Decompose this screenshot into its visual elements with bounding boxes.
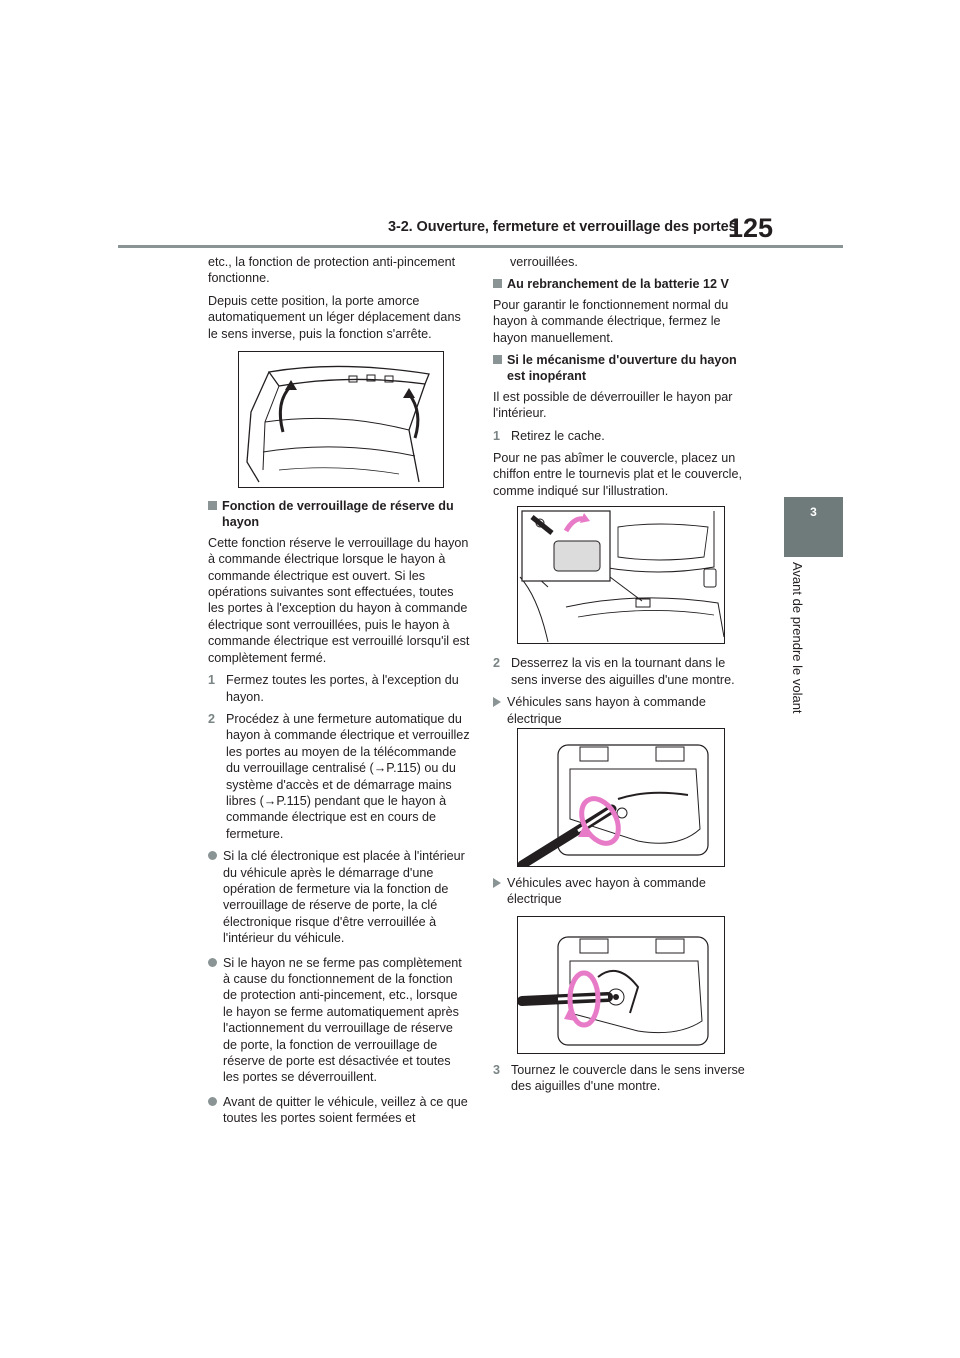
chapter-tab-number: 3 [784,497,843,557]
section-title: 3-2. Ouverture, fermeture et verrouillage des portes [388,219,737,235]
square-bullet-icon [208,501,217,510]
section-heading [208,498,470,531]
heading-text: Fonction de verrouillage de réserve du hayon [222,499,454,530]
bullet-text: Si le hayon ne se ferme pas complètement à cause du fonctionnement de la fonction de protection anti-pincement, etc., lorsque le hayon se ferme automatiquement après l'actionnement du verrouillage de réserve de porte, la fonction de verrouillage de réserve de porte est désactivée et toutes les portes se déverrouillent. [223,955,462,1085]
section-heading [493,352,749,385]
header-divider [118,245,843,248]
paragraph: Pour garantir le fonctionnement normal du hayon à commande électrique, fermez le hayon manuellement. [493,297,729,345]
loosen-screw-illustration-b [517,916,725,1054]
step-number: 2 [208,711,216,726]
bullet-text: Avant de quitter le véhicule, veillez à ce que toutes les portes soient fermées et [223,1094,468,1126]
step-item [208,672,470,705]
square-bullet-icon [493,279,502,288]
heading-text: Au rebranchement de la batterie 12 V [507,277,729,292]
variant-text: Véhicules sans hayon à commande électrique [507,695,706,726]
paragraph: verrouillées. [510,255,578,269]
step-text: Fermez toutes les portes, à l'exception du hayon. [226,673,459,704]
square-bullet-icon [493,355,502,364]
step-text: Procédez à une fermeture automatique du hayon à commande électrique et verrouillez les portes au moyen de la télécommande du verrouillage centralisé (→P.115) ou du système d'accès et de démarrage mains libres (→P.115) pendant que le hayon à commande électrique est en cours de fermeture. [226,711,470,841]
remove-cover-illustration [517,506,725,644]
paragraph: Pour ne pas abîmer le couvercle, placez un chiffon entre le tournevis plat et le couvercle, comme indiqué sur l'illustration. [493,451,742,498]
triangle-bullet-icon [493,697,501,707]
heading-text: Si le mécanisme d'ouverture du hayon est inopérant [507,353,737,384]
step-text: Retirez le cache. [511,428,605,443]
tailgate-open-illustration [238,351,444,488]
step-item [493,1062,749,1095]
step-item [493,428,749,444]
variant-text: Véhicules avec hayon à commande électrique [507,875,706,907]
step-item [208,711,470,842]
bullet-item [208,1094,470,1127]
circle-bullet-icon [208,1097,217,1106]
triangle-bullet-icon [493,878,501,888]
variant-item [493,875,749,908]
section-heading [493,276,749,292]
bullet-item [208,848,470,946]
variant-item [493,694,749,727]
step-number: 3 [493,1062,501,1077]
step-text: Desserrez la vis en la tournant dans le sens inverse des aiguilles d'une montre. [511,656,735,687]
paragraph: etc., la fonction de protection anti-pincement fonctionne. [208,255,456,286]
circle-bullet-icon [208,851,217,860]
page-number: 125 [728,213,774,243]
bullet-text: Si la clé électronique est placée à l'intérieur du véhicule après le démarrage d'une opération de fermeture via la fonction de verrouillage de réserve de porte, la clé électronique risque d'être verrouillée à l'intérieur du véhicule. [223,849,465,946]
loosen-screw-illustration-a [517,728,725,867]
step-text: Tournez le couvercle dans le sens inverse des aiguilles d'une montre. [511,1062,745,1094]
circle-bullet-icon [208,958,217,967]
step-number: 1 [208,673,216,688]
paragraph: Il est possible de déverrouiller le hayon par l'intérieur. [493,389,733,421]
step-number: 1 [493,428,501,443]
paragraph: Cette fonction réserve le verrouillage du hayon à commande électrique lorsque le hayon à commande électrique est ouvert. Si les opérations suivantes sont effectuées, toutes les portes à l'exception du hayon à commande électrique sont verrouillées, puis le hayon à commande électrique est verrouillé lorsqu'il est complètement fermé. [208,535,470,665]
bullet-item [208,955,470,1086]
step-item [493,655,749,688]
paragraph: Depuis cette position, la porte amorce automatiquement un léger déplacement dans le sens inverse, puis la fonction s'arrête. [208,293,461,341]
step-number: 2 [493,656,501,671]
chapter-tab-label: Avant de prendre le volant [790,562,805,714]
